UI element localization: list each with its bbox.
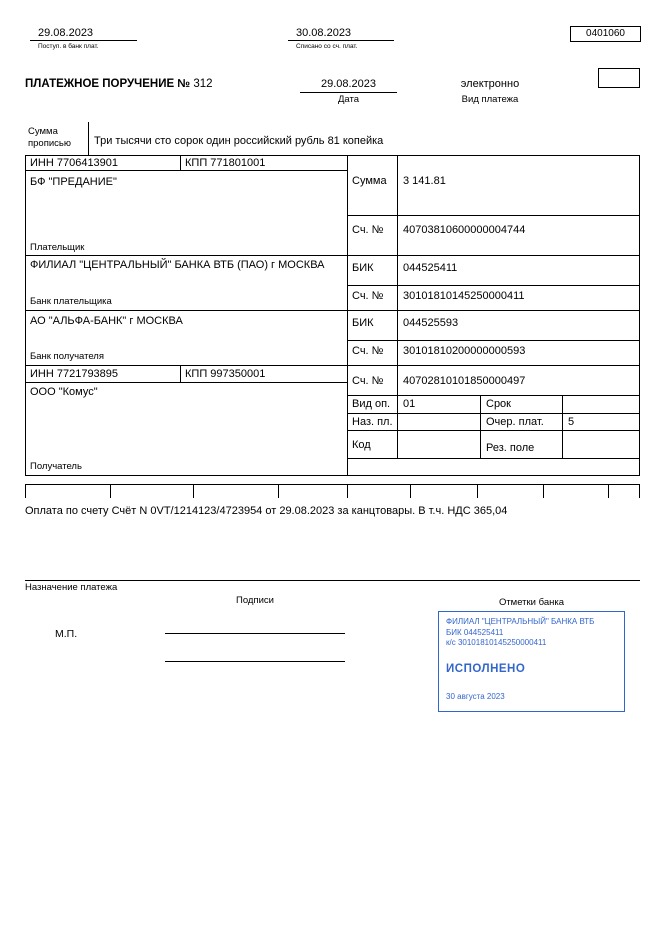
payee-inn: ИНН 7721793895 (30, 368, 119, 380)
rule (288, 40, 394, 41)
code-label: Код (352, 439, 371, 451)
payment-kind: электронно (460, 78, 520, 90)
payee-kpp: КПП 997350001 (185, 368, 266, 380)
payer-account-label: Сч. № (352, 224, 384, 236)
cell-border (562, 395, 563, 458)
payer-bank-account-label: Сч. № (352, 290, 384, 302)
payer-bank-label: Банк плательщика (30, 296, 112, 307)
cell-border (347, 215, 640, 216)
stamp-place-label: М.П. (55, 628, 78, 640)
cell-border (347, 340, 640, 341)
cell-border (25, 382, 347, 383)
cell-border (347, 155, 348, 475)
doc-date-label: Дата (337, 94, 360, 105)
doc-number: 312 (193, 78, 213, 90)
priority-value: 5 (568, 416, 575, 428)
payer-account: 40703810600000004744 (403, 224, 526, 236)
payment-kind-label: Вид платежа (461, 94, 519, 105)
budget-field-divider (543, 484, 544, 498)
payment-type-box (598, 68, 640, 88)
signatures-label: Подписи (236, 595, 274, 606)
rule (30, 40, 137, 41)
cell-border (480, 395, 481, 458)
cell-border (347, 430, 640, 431)
payee-bank-label: Банк получателя (30, 351, 104, 362)
budget-fields-rule (25, 484, 640, 485)
op-kind-value: 01 (403, 398, 416, 410)
cell-border (347, 413, 640, 414)
payer-name: БФ "ПРЕДАНИЕ" (30, 176, 117, 188)
debited-date: 30.08.2023 (296, 27, 352, 39)
amount-value: 3 141.81 (403, 175, 446, 187)
budget-field-divider (477, 484, 478, 498)
received-date: 29.08.2023 (38, 27, 94, 39)
rule (300, 92, 397, 93)
budget-field-divider (193, 484, 194, 498)
stamp-date: 30 августа 2023 (446, 691, 505, 701)
payment-purpose: Оплата по счету Счёт N 0VT/1214123/4723954 от 29.08.2023 за канцтовары. В т.ч. НДС 365,04 (25, 505, 508, 517)
form-code-box: 0401060 (570, 26, 641, 42)
amount-words-label-1: Сумма (28, 126, 58, 137)
cell-border (397, 155, 398, 458)
budget-field-divider (25, 484, 26, 498)
table-border (25, 155, 26, 475)
payee-bank-account: 30101810200000000593 (403, 345, 526, 357)
amount-words-label-2: прописью (28, 138, 71, 149)
payer-kpp: КПП 771801001 (185, 157, 266, 169)
amount-words: Три тысячи сто сорок один российский рубль 81 копейка (94, 135, 384, 147)
signature-line (165, 633, 345, 634)
doc-title: ПЛАТЕЖНОЕ ПОРУЧЕНИЕ № (25, 78, 191, 90)
payer-bank-account: 30101810145250000411 (403, 290, 525, 302)
cell-border (25, 365, 640, 366)
cell-border (180, 155, 181, 170)
stamp-corr-account: к/с 30101810145250000411 (446, 638, 547, 648)
table-border (25, 155, 640, 156)
signature-line (165, 661, 345, 662)
payer-bank-name: ФИЛИАЛ "ЦЕНТРАЛЬНЫЙ" БАНКА ВТБ (ПАО) г МОСКВА (30, 259, 325, 271)
cell-border (25, 170, 347, 171)
stamp-bank-name: ФИЛИАЛ "ЦЕНТРАЛЬНЫЙ" БАНКА ВТБ (446, 617, 595, 626)
rule (25, 580, 640, 581)
payee-label: Получатель (30, 461, 82, 472)
payee-bank-bik: 044525593 (403, 317, 459, 329)
debited-date-label: Списано со сч. плат. (296, 43, 358, 50)
cell-border (347, 285, 640, 286)
doc-title-row (25, 78, 213, 91)
op-kind-label: Вид оп. (352, 398, 391, 410)
payer-bank-bik: 044525411 (403, 262, 458, 274)
payee-bank-name: АО "АЛЬФА-БАНК" г МОСКВА (30, 315, 183, 327)
cell-border (25, 310, 640, 311)
amount-label: Сумма (352, 175, 387, 187)
payee-account: 40702810101850000497 (403, 375, 526, 387)
table-border (25, 475, 640, 476)
bank-stamp (438, 611, 625, 712)
bank-marks-label: Отметки банка (498, 597, 565, 608)
budget-field-divider (347, 484, 348, 498)
cell-border (347, 395, 640, 396)
payer-bank-bik-label: БИК (352, 262, 374, 274)
payment-purpose-label: Назначение платежа (25, 582, 118, 593)
budget-field-divider (110, 484, 111, 498)
payee-name: ООО "Комус" (30, 386, 98, 398)
stamp-bik: БИК 044525411 (446, 627, 504, 637)
cell-border (88, 122, 89, 155)
payee-account-label: Сч. № (352, 375, 384, 387)
payee-bank-bik-label: БИК (352, 317, 374, 329)
budget-field-divider (410, 484, 411, 498)
priority-label: Очер. плат. (486, 416, 544, 428)
budget-field-divider (608, 484, 609, 498)
payer-inn: ИНН 7706413901 (30, 157, 119, 169)
budget-field-divider (639, 484, 640, 498)
cell-border (347, 458, 640, 459)
cell-border (25, 255, 640, 256)
payer-label: Плательщик (30, 242, 85, 253)
received-date-label: Поступ. в банк плат. (38, 43, 99, 50)
table-border (639, 155, 640, 475)
cell-border (180, 365, 181, 382)
budget-field-divider (278, 484, 279, 498)
reserve-field-label: Рез. поле (486, 442, 535, 454)
purpose-code-label: Наз. пл. (352, 416, 393, 428)
term-label: Срок (486, 398, 511, 410)
payee-bank-account-label: Сч. № (352, 345, 384, 357)
stamp-status: ИСПОЛНЕНО (446, 662, 526, 675)
doc-date: 29.08.2023 (320, 78, 377, 90)
